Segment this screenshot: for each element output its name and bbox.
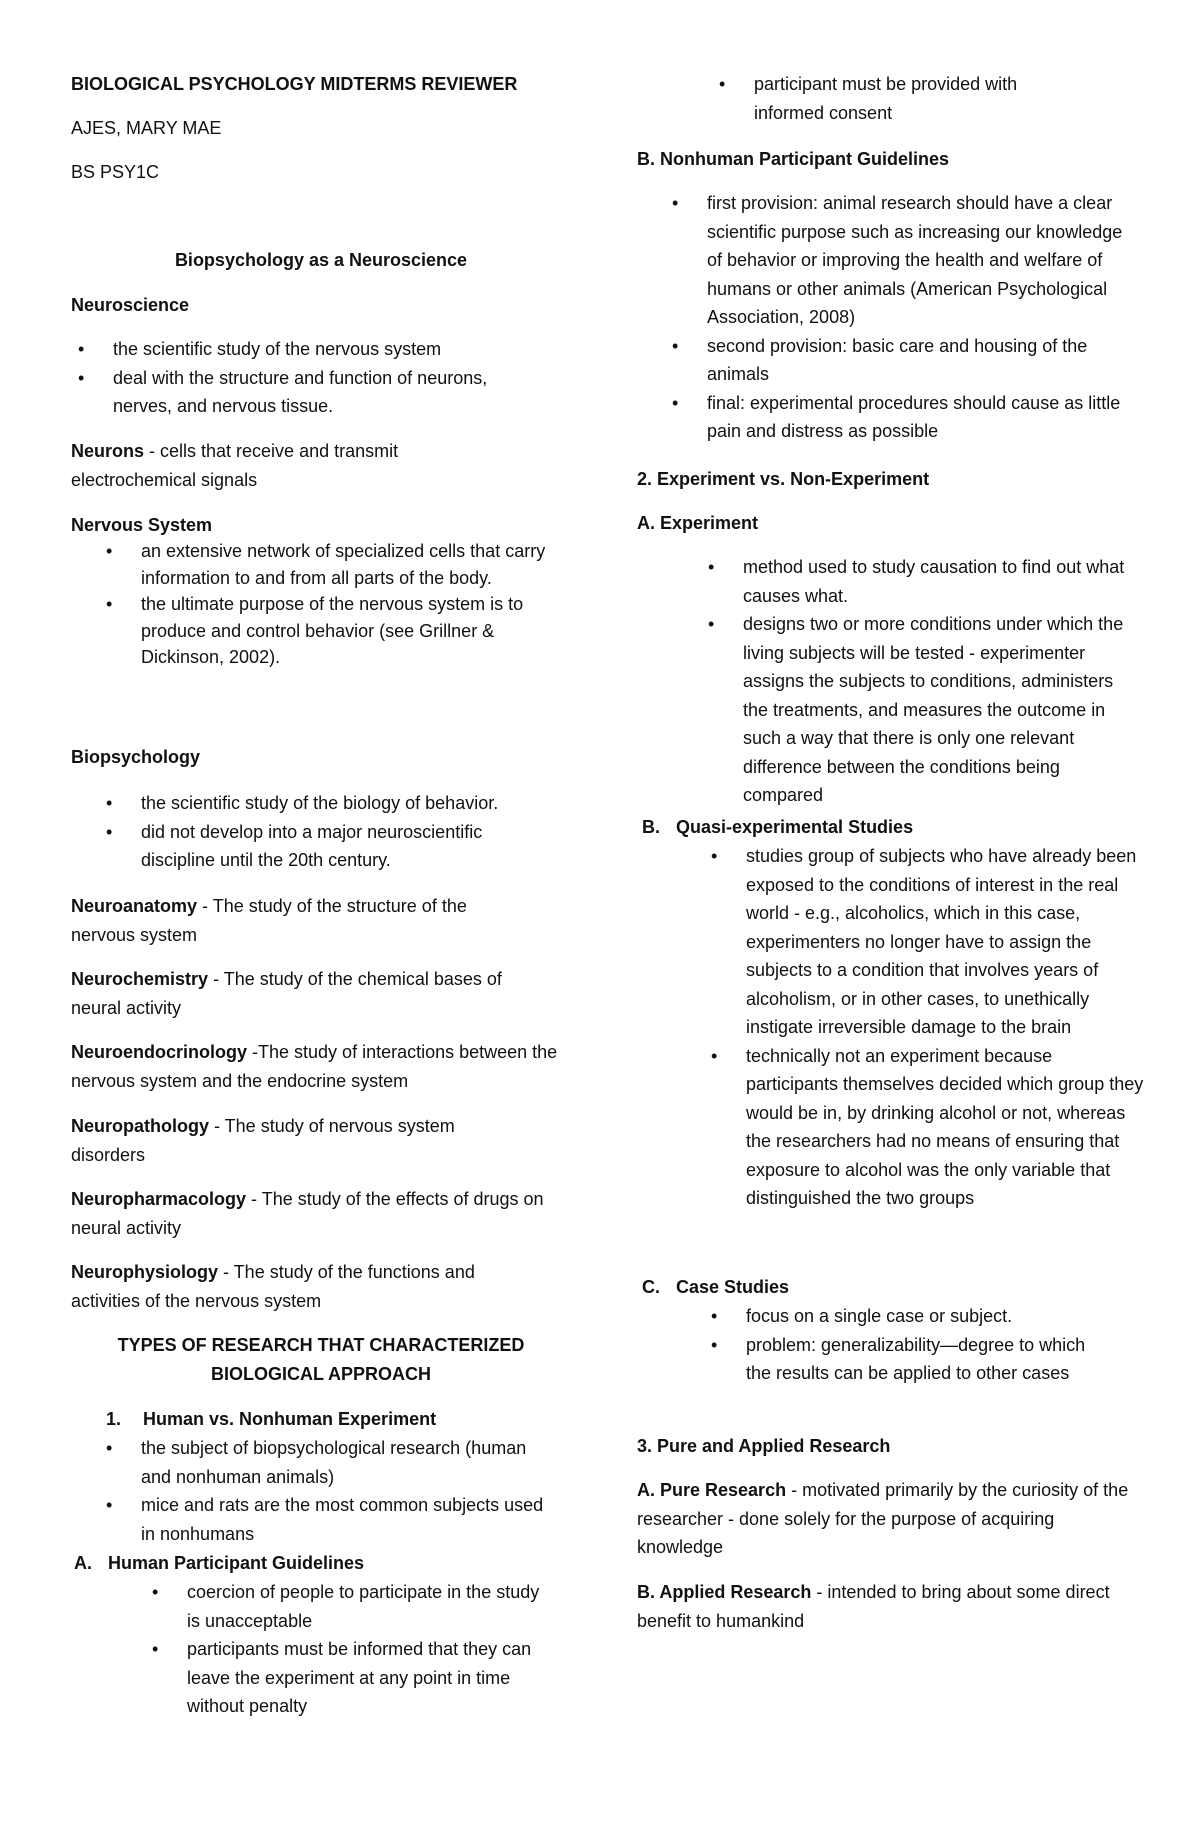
case-heading: [642, 1273, 789, 1302]
experiment-heading: A. Experiment: [637, 513, 759, 533]
list-item: • studies group of subjects who have already been exposed to the conditions of interest in the real world - e.g., alcoholics, which in this case, experimenters no longer have to assign the subjects to a condition that involves years of alcoholism, or in other cases, to unethically instigate irreversible damage to the brain: [746, 842, 1146, 1042]
pure-research-term: A. Pure Research: [637, 1480, 787, 1500]
term: Neurophysiology: [71, 1262, 219, 1282]
document-title: BIOLOGICAL PSYCHOLOGY MIDTERMS REVIEWER: [71, 74, 518, 94]
applied-research-def: - intended to bring about some direct benefit to humankind: [637, 1582, 1110, 1631]
list-item: • the scientific study of the biology of behavior.: [141, 789, 551, 818]
section1-heading: [106, 1405, 436, 1434]
quasi-label: Quasi-experimental Studies: [676, 817, 914, 837]
applied-research-definition: [637, 1578, 1137, 1635]
class-section: BS PSY1C: [71, 162, 160, 182]
definition-neurophysiology: [71, 1258, 531, 1315]
definition: - The study of the chemical bases of neural activity: [71, 969, 502, 1018]
list-item: • method used to study causation to find out what causes what.: [743, 553, 1143, 610]
term: Neuroanatomy: [71, 896, 198, 916]
experiment-list: [743, 553, 1143, 810]
section-heading: Biopsychology as a Neuroscience: [174, 250, 468, 270]
quasi-heading: [642, 813, 913, 842]
nonhuman-guidelines-heading: B. Nonhuman Participant Guidelines: [637, 149, 950, 169]
definition-neurochemistry: [71, 965, 541, 1022]
biopsychology-list: [141, 789, 551, 875]
pure-research-definition: [637, 1476, 1137, 1562]
definition-neuropathology: [71, 1112, 531, 1169]
list-item: • participants must be informed that they can leave the experiment at any point in time without penalty: [187, 1635, 547, 1721]
neurons-term: Neurons: [71, 441, 145, 461]
term: Neuropathology: [71, 1116, 209, 1136]
nonhuman-guidelines-list: [707, 189, 1137, 446]
human-guidelines-label: Human Participant Guidelines: [108, 1553, 365, 1573]
neuroscience-label: Neuroscience: [71, 295, 190, 315]
section3-heading: 3. Pure and Applied Research: [637, 1436, 891, 1456]
section1-label: Human vs. Nonhuman Experiment: [143, 1409, 437, 1429]
neurons-def: - cells that receive and transmit electrochemical signals: [71, 441, 399, 490]
applied-research-term: B. Applied Research: [637, 1582, 812, 1602]
definition-neuroendocrinology: [71, 1038, 571, 1095]
section1-list: [141, 1434, 561, 1548]
definition: - The study of the effects of drugs on neural activity: [71, 1189, 544, 1238]
nervous-system-list: [141, 538, 551, 671]
term: Neuroendocrinology: [71, 1042, 248, 1062]
human-guidelines-continued-list: [754, 70, 1084, 127]
case-list: [746, 1302, 1096, 1388]
section2-heading: 2. Experiment vs. Non-Experiment: [637, 469, 930, 489]
case-label: Case Studies: [676, 1277, 790, 1297]
section1-marker: 1.: [106, 1409, 122, 1429]
nervous-system-label: Nervous System: [71, 515, 213, 535]
list-item: • final: experimental procedures should cause as little pain and distress as possible: [707, 389, 1137, 446]
definition: - The study of nervous system disorders: [71, 1116, 455, 1165]
quasi-list: [746, 842, 1146, 1213]
list-item: • problem: generalizability—degree to which the results can be applied to other cases: [746, 1331, 1096, 1388]
term: Neurochemistry: [71, 969, 209, 989]
list-item: • an extensive network of specialized cells that carry information to and from all parts of the body.: [141, 538, 551, 591]
list-item: • the subject of biopsychological research (human and nonhuman animals): [141, 1434, 561, 1491]
list-item: • deal with the structure and function of neurons, nerves, and nervous tissue.: [113, 364, 533, 421]
list-item: • participant must be provided with informed consent: [754, 70, 1084, 127]
definition: - The study of the structure of the nervous system: [71, 896, 467, 945]
definition: -The study of interactions between the nervous system and the endocrine system: [71, 1042, 558, 1091]
types-heading-line1: TYPES OF RESEARCH THAT CHARACTERIZED: [117, 1335, 525, 1355]
definition-neuroanatomy: [71, 892, 531, 949]
human-guidelines-heading: [74, 1549, 364, 1578]
human-guidelines-marker: A.: [74, 1553, 92, 1573]
list-item: • designs two or more conditions under which the living subjects will be tested - experimenter assigns the subjects to conditions, administers the treatments, and measures the outcome in such a way that there is only one relevant difference between the conditions being compared: [743, 610, 1143, 810]
neuroscience-list: [113, 335, 533, 421]
list-item: • mice and rats are the most common subjects used in nonhumans: [141, 1491, 561, 1548]
list-item: • second provision: basic care and housing of the animals: [707, 332, 1137, 389]
term: Neuropharmacology: [71, 1189, 247, 1209]
pure-research-def: - motivated primarily by the curiosity of the researcher - done solely for the purpose of acquiring knowledge: [637, 1480, 1129, 1557]
author-name: AJES, MARY MAE: [71, 118, 222, 138]
neurons-definition: [71, 437, 501, 494]
definition-neuropharmacology: [71, 1185, 571, 1242]
list-item: • the scientific study of the nervous system: [113, 335, 533, 364]
biopsychology-label: Biopsychology: [71, 747, 201, 767]
list-item: • the ultimate purpose of the nervous system is to produce and control behavior (see Grillner & Dickinson, 2002).: [141, 591, 551, 671]
definition: - The study of the functions and activities of the nervous system: [71, 1262, 475, 1311]
case-marker: C.: [642, 1277, 660, 1297]
types-heading-line2: BIOLOGICAL APPROACH: [210, 1364, 431, 1384]
list-item: • did not develop into a major neuroscientific discipline until the 20th century.: [141, 818, 551, 875]
human-guidelines-list: [187, 1578, 547, 1721]
list-item: • focus on a single case or subject.: [746, 1302, 1096, 1331]
list-item: • technically not an experiment because participants themselves decided which group they would be in, by drinking alcohol or not, whereas the researchers had no means of ensuring that exposure to alcohol was the only variable that distinguished the two groups: [746, 1042, 1146, 1213]
quasi-marker: B.: [642, 817, 660, 837]
list-item: • coercion of people to participate in the study is unacceptable: [187, 1578, 547, 1635]
list-item: • first provision: animal research should have a clear scientific purpose such as increasing our knowledge of behavior or improving the health and welfare of humans or other animals (American Psychological Association, 2008): [707, 189, 1137, 332]
